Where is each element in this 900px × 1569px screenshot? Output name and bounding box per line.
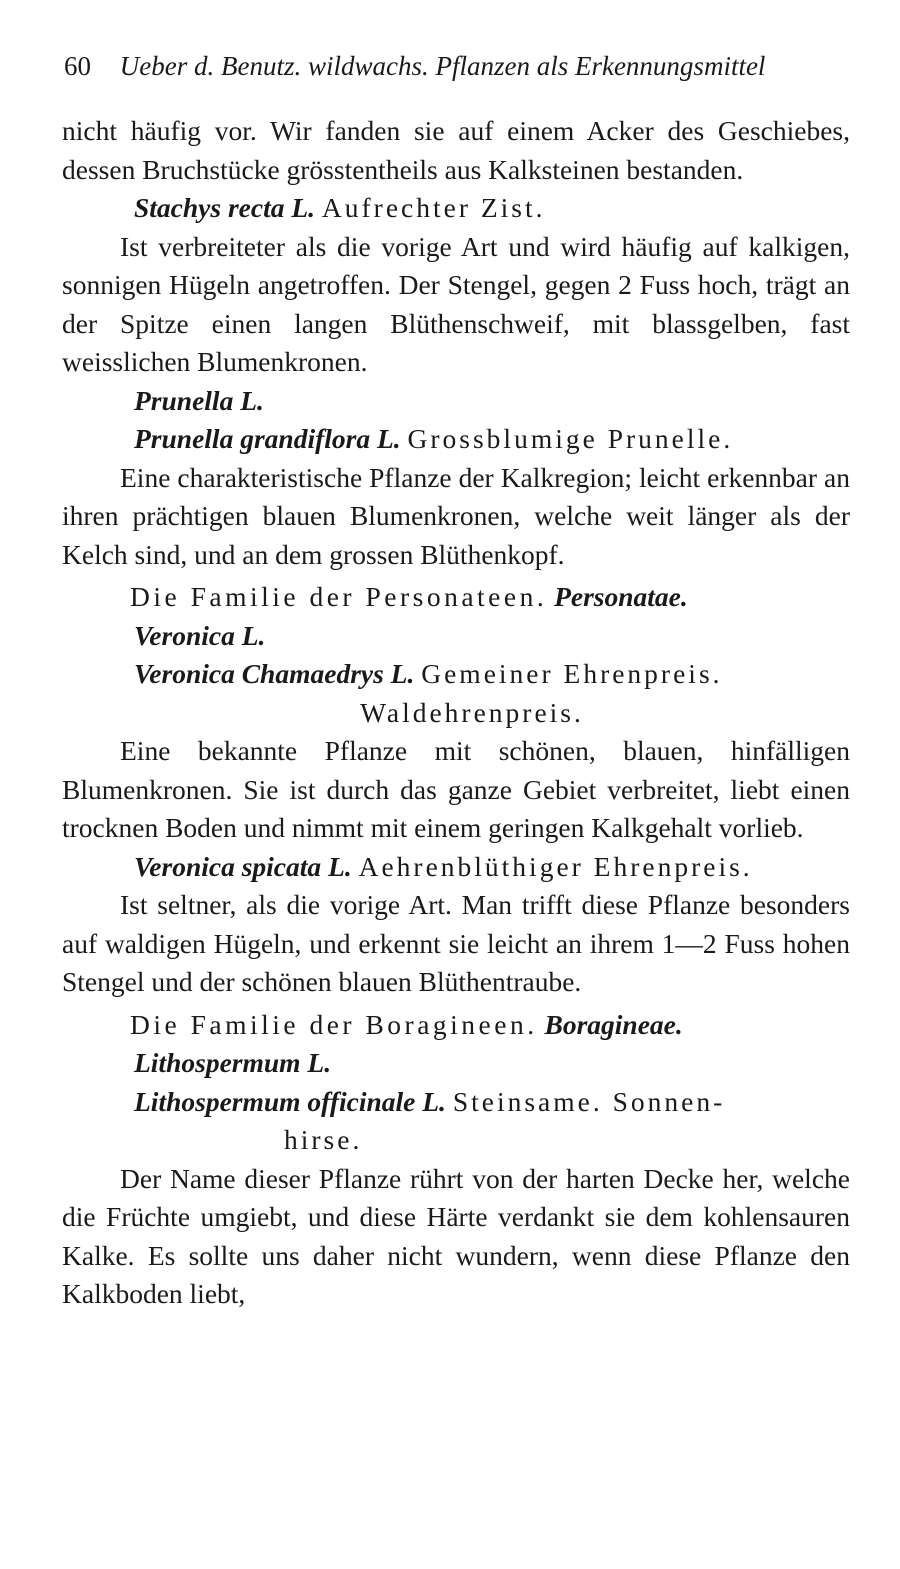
species-latin-name: Veronica spicata L. (134, 850, 352, 882)
genus-latin-name: Lithospermum L. (134, 1047, 332, 1078)
body-text (62, 112, 850, 1314)
species-heading-veronica-chamaedrys (62, 655, 850, 732)
species-common-name: Steinsame. Sonnen- (452, 1085, 726, 1117)
family-heading-boragineen (62, 1006, 850, 1045)
page-number: 60 (64, 51, 91, 81)
family-latin-name: Personatae. (554, 581, 688, 612)
paragraph-stachys: Ist verbreiteter als die vorige Art und wird häufig auf kalkigen, sonnigen Hügeln angetroffen. Der Stengel, gegen 2 Fuss hoch, trägt an der Spitze einen langen Blüthenschweif, mit blassgelben, fast weisslichen Blumenkronen. (62, 230, 850, 377)
species-common-name-alt: Waldehrenpreis. (360, 696, 584, 728)
paragraph-lithospermum: Der Name dieser Pflanze rührt von der harten Decke her, welche die Früchte umgiebt, und diese Härte verdankt sie dem kohlensauren Kalke. Es sollte uns daher nicht wundern, wenn diese Pflanze den Kalkboden liebt, (62, 1162, 850, 1309)
paragraph-prunella: Eine charakteristische Pflanze der Kalkregion; leicht erkennbar an ihren prächtigen blauen Blumenkronen, welche weit länger als der Kelch sind, und an dem grossen Blüthenkopf. (62, 461, 850, 570)
paragraph-continuation: nicht häufig vor. Wir fanden sie auf einem Acker des Geschiebes, dessen Bruchstücke grösstentheils aus Kalksteinen bestanden. (62, 115, 850, 185)
family-heading-personateen (62, 578, 850, 617)
species-latin-name: Lithospermum officinale L. (134, 1085, 446, 1117)
species-common-name: Gemeiner Ehrenpreis. (421, 658, 723, 689)
species-heading-lithospermum (62, 1083, 850, 1160)
species-latin-name: Stachys recta L. (134, 192, 316, 223)
species-latin-name: Prunella grandiflora L. (134, 423, 401, 454)
species-heading-stachys (62, 189, 850, 228)
species-common-name: Aufrechter Zist. (321, 192, 546, 223)
running-title: Ueber d. Benutz. wildwachs. Pflanzen als Erkennungsmittel (119, 51, 766, 81)
genus-latin-name: Veronica L. (134, 619, 266, 651)
paragraph-veronica-spicata: Ist seltner, als die vorige Art. Man trifft diese Pflanze besonders auf waldigen Hügeln, und erkennt sie leicht an ihrem 1—2 Fuss hohen Stengel und der schönen blauen Blüthentraube. (62, 889, 850, 997)
species-common-name-cont: hirse. (284, 1124, 363, 1155)
family-label: Die Familie der Boragineen. (130, 1008, 538, 1040)
running-header (64, 44, 854, 88)
genus-heading-lithospermum (62, 1044, 850, 1083)
genus-heading-prunella (62, 382, 850, 421)
species-heading-prunella (62, 420, 850, 459)
genus-heading-veronica (62, 617, 850, 656)
species-heading-veronica-spicata (62, 848, 850, 887)
species-common-name: Aehrenblüthiger Ehrenpreis. (358, 850, 753, 882)
species-common-name: Grossblumige Prunelle. (407, 423, 734, 454)
family-latin-name: Boragineae. (544, 1008, 683, 1040)
paragraph-veronica-chamaedrys: Eine bekannte Pflanze mit schönen, blauen, hinfälligen Blumenkronen. Sie ist durch das ganze Gebiet verbreitet, liebt einen trocknen Boden und nimmt mit einem geringen Kalkgehalt vorlieb. (62, 735, 850, 843)
genus-latin-name: Prunella L. (134, 384, 264, 416)
family-label: Die Familie der Personateen. (130, 581, 548, 612)
species-latin-name: Veronica Chamaedrys L. (134, 658, 415, 689)
